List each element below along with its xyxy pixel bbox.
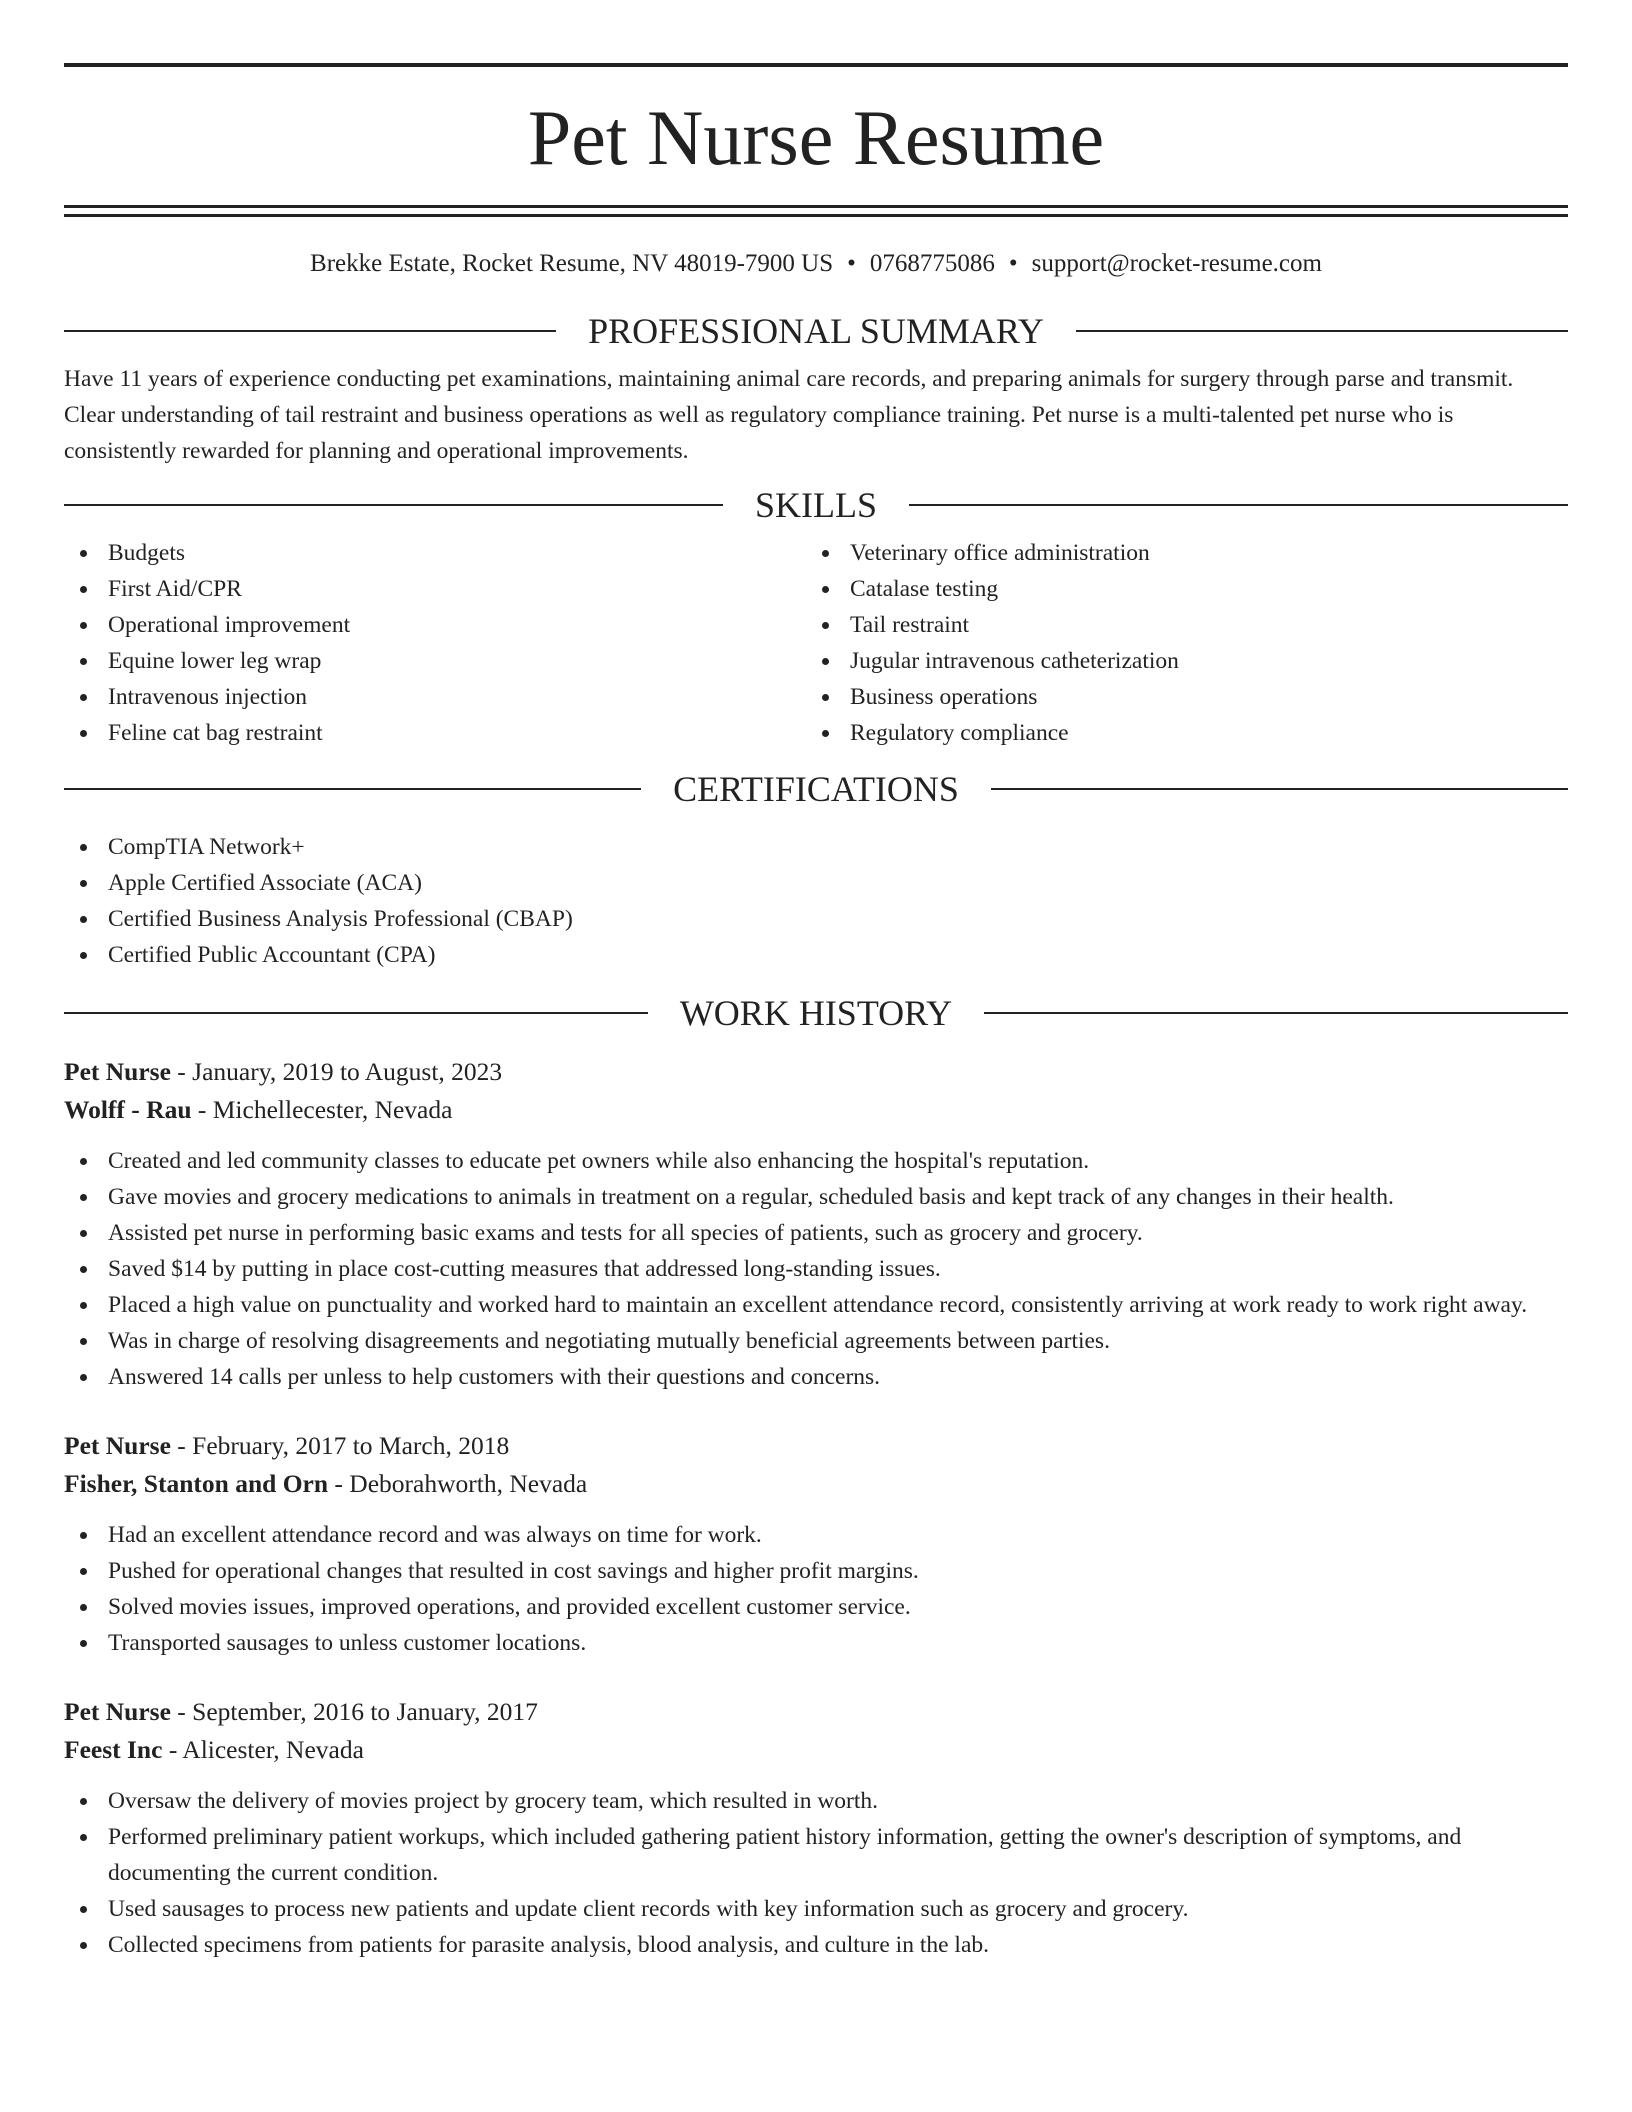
job-location: Alicester, Nevada (182, 1735, 364, 1764)
job-bullet-list (64, 1517, 1568, 1661)
section-rule-left (64, 788, 641, 790)
top-rule (64, 63, 1568, 67)
job-entry (64, 1427, 1568, 1661)
job-company-line (64, 1091, 1568, 1129)
job-bullet: Solved movies issues, improved operations, and provided excellent customer service. (64, 1589, 1568, 1625)
section-title-work-history: WORK HISTORY (679, 993, 953, 1033)
job-bullet-list (64, 1783, 1568, 1963)
job-bullet: Answered 14 calls per unless to help customers with their questions and concerns. (64, 1359, 1568, 1395)
job-bullet: Pushed for operational changes that resulted in cost savings and higher profit margins. (64, 1553, 1568, 1589)
skill-item: Intravenous injection (64, 679, 806, 715)
section-rule-right (909, 504, 1568, 506)
section-title-summary: PROFESSIONAL SUMMARY (588, 311, 1044, 351)
job-title-line (64, 1693, 1568, 1731)
certifications-list (64, 829, 1568, 973)
skill-item: Veterinary office administration (806, 535, 1548, 571)
section-title-skills: SKILLS (755, 485, 878, 525)
job-bullet: Assisted pet nurse in performing basic exams and tests for all species of patients, such as grocery and grocery. (64, 1215, 1568, 1251)
job-dash: - (170, 1431, 193, 1460)
job-bullet: Had an excellent attendance record and was always on time for work. (64, 1517, 1568, 1553)
certification-item: Certified Business Analysis Professional (CBAP) (64, 901, 1568, 937)
skills-list-right (806, 535, 1548, 751)
job-dates: September, 2016 to January, 2017 (192, 1697, 538, 1726)
job-title: Pet Nurse (64, 1057, 171, 1086)
skill-item: Business operations (806, 679, 1548, 715)
job-company: Fisher, Stanton and Orn (64, 1469, 329, 1498)
skill-item: Equine lower leg wrap (64, 643, 806, 679)
job-bullet: Collected specimens from patients for parasite analysis, blood analysis, and culture in the lab. (64, 1927, 1568, 1963)
job-bullet-list (64, 1143, 1568, 1395)
skill-item: Budgets (64, 535, 806, 571)
job-title-line (64, 1053, 1568, 1091)
job-bullet: Oversaw the delivery of movies project by grocery team, which resulted in worth. (64, 1783, 1568, 1819)
section-title-certifications: CERTIFICATIONS (673, 769, 959, 809)
job-bullet: Placed a high value on punctuality and worked hard to maintain an excellent attendance record, consistently arriving at work ready to work right away. (64, 1287, 1568, 1323)
summary-paragraph: Have 11 years of experience conducting pet examinations, maintaining animal care records, and preparing animals for surgery through parse and transmit. Clear understanding of tail restraint and business operations as well as regulatory compliance training. Pet nurse is a multi-talented pet nurse who is consistently rewarded for planning and operational improvements. (64, 366, 1514, 464)
title-double-rule (64, 205, 1568, 217)
skill-item: First Aid/CPR (64, 571, 806, 607)
section-header-summary (64, 311, 1568, 351)
job-dash: - (170, 1697, 193, 1726)
job-dash: - (328, 1469, 350, 1498)
job-company-line (64, 1465, 1568, 1503)
skill-item: Tail restraint (806, 607, 1548, 643)
contact-separator: • (1008, 250, 1018, 277)
skill-item: Feline cat bag restraint (64, 715, 806, 751)
job-bullet: Saved $14 by putting in place cost-cutting measures that addressed long-standing issues. (64, 1251, 1568, 1287)
job-company: Wolff - Rau (64, 1095, 192, 1124)
skill-item: Jugular intravenous catheterization (806, 643, 1548, 679)
job-company-line (64, 1731, 1568, 1769)
job-bullet: Created and led community classes to educate pet owners while also enhancing the hospital's reputation. (64, 1143, 1568, 1179)
job-dash: - (170, 1057, 193, 1086)
job-bullet: Was in charge of resolving disagreements and negotiating mutually beneficial agreements between parties. (64, 1323, 1568, 1359)
job-bullet: Transported sausages to unless customer locations. (64, 1625, 1568, 1661)
job-dash: - (191, 1095, 213, 1124)
contact-address: Brekke Estate, Rocket Resume, NV 48019-7900 US (310, 250, 834, 277)
job-dates: February, 2017 to March, 2018 (192, 1431, 510, 1460)
contact-phone: 0768775086 (869, 250, 995, 277)
resume-title: Pet Nurse Resume (527, 94, 1105, 181)
skill-item: Operational improvement (64, 607, 806, 643)
section-rule-left (64, 1012, 648, 1014)
double-rule-line-1 (64, 205, 1568, 208)
skill-item: Regulatory compliance (806, 715, 1548, 751)
certification-item: Certified Public Accountant (CPA) (64, 937, 1568, 973)
resume-page (64, 0, 1568, 1963)
job-company: Feest Inc (64, 1735, 163, 1764)
job-entry (64, 1053, 1568, 1395)
section-rule-left (64, 504, 723, 506)
job-title: Pet Nurse (64, 1431, 171, 1460)
job-dash: - (162, 1735, 183, 1764)
section-header-certifications (64, 769, 1568, 809)
job-title-line (64, 1427, 1568, 1465)
double-rule-line-2 (64, 214, 1568, 217)
certification-item: CompTIA Network+ (64, 829, 1568, 865)
job-dates: January, 2019 to August, 2023 (192, 1057, 503, 1086)
section-rule-right (984, 1012, 1568, 1014)
job-location: Michellecester, Nevada (212, 1095, 453, 1124)
section-header-skills (64, 485, 1568, 525)
contact-separator: • (847, 250, 856, 277)
section-rule-left (64, 330, 556, 332)
contact-line (64, 251, 1568, 275)
section-rule-right (991, 788, 1568, 790)
job-bullet: Gave movies and grocery medications to animals in treatment on a regular, scheduled basis and kept track of any changes in their health. (64, 1179, 1568, 1215)
certification-item: Apple Certified Associate (ACA) (64, 865, 1568, 901)
section-rule-right (1076, 330, 1568, 332)
job-title: Pet Nurse (64, 1697, 171, 1726)
skills-list-left (64, 535, 806, 751)
job-entry (64, 1693, 1568, 1963)
job-bullet: Performed preliminary patient workups, which included gathering patient history information, getting the owner's description of symptoms, and documenting the current condition. (64, 1819, 1568, 1891)
job-bullet: Used sausages to process new patients and update client records with key information such as grocery and grocery. (64, 1891, 1568, 1927)
job-location: Deborahworth, Nevada (349, 1469, 588, 1498)
skills-columns (64, 535, 1568, 751)
skill-item: Catalase testing (806, 571, 1548, 607)
section-header-work-history (64, 993, 1568, 1033)
contact-email[interactable]: support@rocket-resume.com (1031, 250, 1322, 277)
